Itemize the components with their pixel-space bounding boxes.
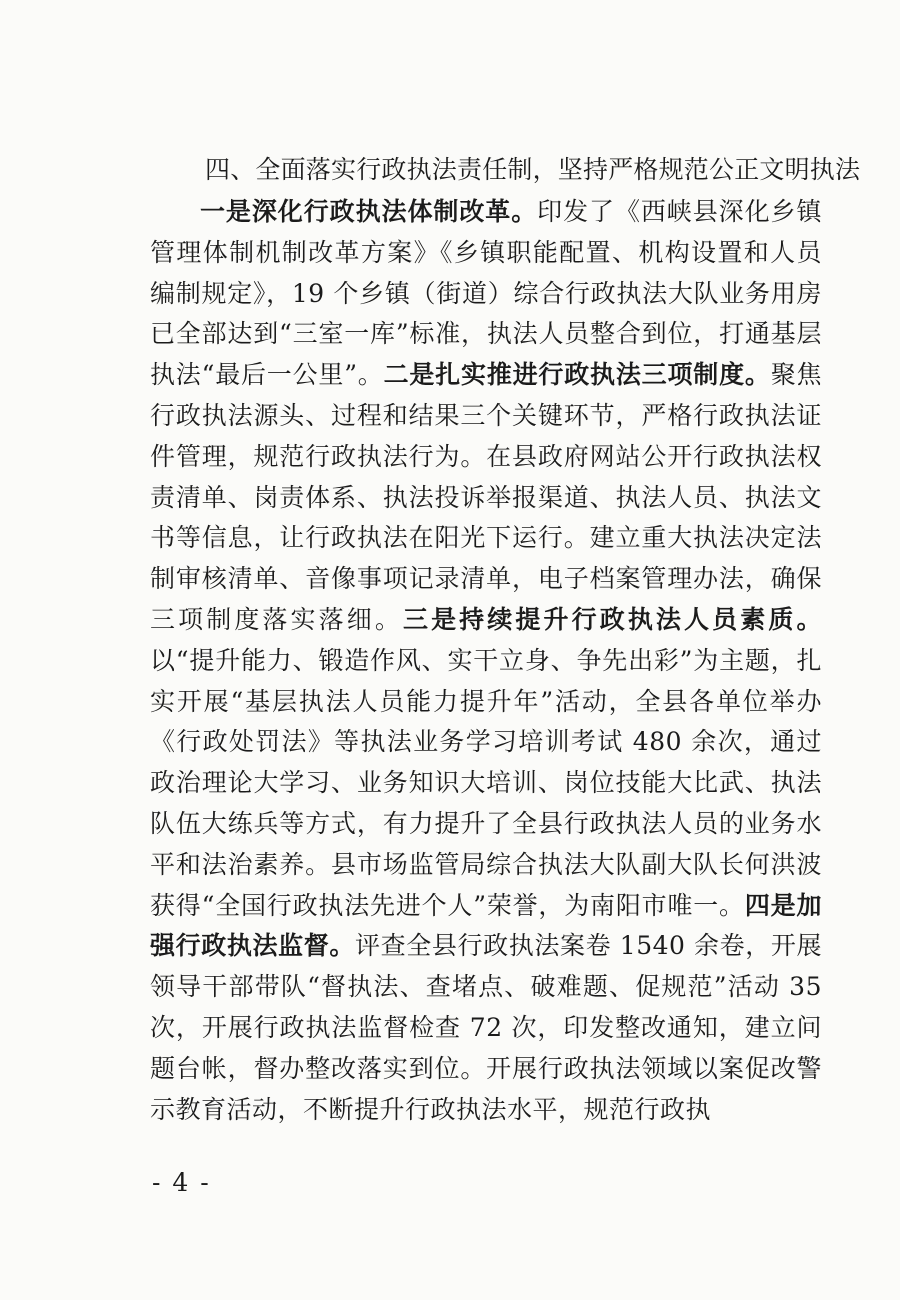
point-2-title: 二是扎实推进行政执法三项制度。 [383,360,771,390]
point-1-text: 印发了《西峡县深化乡镇管理体制机制改革方案》《乡镇职能配置、机构设置和人员编制规定》，19 个乡镇（街道）综合行政执法大队业务用房已全部达到“三室一库”标准，执法人员整合到位，打通基层执法“最后一公里”。 [150,197,822,390]
point-3-text: 以“提升能力、锻造作风、实干立身、争先出彩”为主题，扎实开展“基层执法人员能力提升年”活动，全县各单位举办《行政处罚法》等执法业务学习培训考试 480 余次，通过政治理论大学习、业务知识大培训、岗位技能大比武、执法队伍大练兵等方式，有力提升了全县行政执法人员的业务水平和法治素养。县市场监管局综合执法大队副大队长何洪波获得“全国行政执法先进个人”荣誉，为南阳市唯一。 [150,645,822,920]
point-4-text: 评查全县行政执法案卷 1540 余卷，开展领导干部带队“督执法、查堵点、破难题、促规范”活动 35 次，开展行政执法监督检查 72 次，印发整改通知，建立问题台帐，督办整改落实到位。开展行政执法领域以案促改警示教育活动，不断提升行政执法水平，规范行政执 [150,931,822,1124]
section-heading: 四、全面落实行政执法责任制，坚持严格规范公正文明执法 [205,155,861,184]
point-1-title: 一是深化行政执法体制改革。 [200,197,538,226]
body-paragraph [150,192,822,1130]
page-number: - 4 - [152,1168,211,1197]
point-4-title: 四是加强行政执法监督。 [150,890,822,961]
point-3-title: 三是持续提升行政执法人员素质。 [402,604,822,634]
point-2-text: 聚焦行政执法源头、过程和结果三个关键环节，严格行政执法证件管理，规范行政执法行为。在县政府网站公开行政执法权责清单、岗责体系、执法投诉举报渠道、执法人员、执法文书等信息，让行政执法在阳光下运行。建立重大执法决定法制审核清单、音像事项记录清单，电子档案管理办法，确保三项制度落实落细。 [150,360,822,634]
